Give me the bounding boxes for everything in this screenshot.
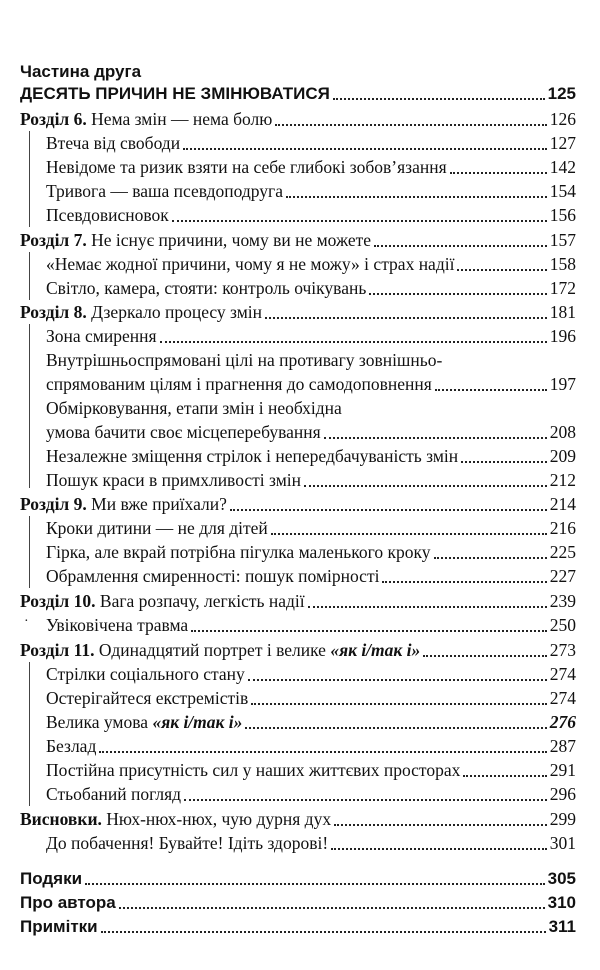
page-number: 291 [549,760,576,780]
section-row [46,781,576,805]
section-title: Постійна присутність сил у наших життєвих просторах [46,760,461,780]
dot-leader [369,293,546,295]
page-number: 225 [549,542,576,562]
chapter-row [20,106,576,130]
chapter-prefix: Розділ 7. [20,230,87,250]
dot-leader [248,679,547,681]
page-number: 197 [549,374,576,394]
section-row [46,178,576,202]
section-title-cont: умова бачити своє місцеперебування [46,422,321,442]
dot-leader [183,148,547,150]
page-number: 305 [547,869,576,888]
dot-leader [271,533,547,535]
section-title: Стьобаний погляд [46,784,182,804]
chapter-divider [29,516,30,588]
section-row [46,154,576,178]
section-row [46,515,576,539]
chapter-title: Вага розпачу, легкість надії [99,591,305,611]
dot-leader [308,606,547,608]
chapter-title: Одинадцятий портрет і велике [98,640,331,660]
section-row [46,830,576,854]
page-number: 157 [549,230,576,250]
section-title: Кроки дитини — не для дітей [46,518,268,538]
dot-leader [230,509,547,511]
page-number: 273 [549,640,576,660]
dot-leader [265,317,547,319]
chapter-title-emphasis: «як і/так і» [330,640,421,660]
section-row-line1 [46,395,576,419]
section-row [46,371,576,395]
section-title: Світло, камера, стояти: контроль очікувань [46,278,367,298]
page-number: 196 [549,326,576,346]
section-title: Гірка, але вкрай потрібна пігулка маленького кроку [46,542,431,562]
chapter-prefix: Розділ 10. [20,591,96,611]
page-number: 126 [549,109,576,129]
chapter-divider [29,324,30,488]
section-title: Внутрішньоспрямовані цілі на противагу зовнішньо- [46,350,443,370]
chapter-title: Нюх-нюх-нюх, чую дурня дух [106,809,332,829]
back-matter-row [20,913,576,937]
part-title-row [20,80,576,104]
section-row [46,733,576,757]
dot-leader [286,196,547,198]
dot-leader [333,98,545,100]
section-row [46,443,576,467]
chapter-divider [29,252,30,300]
back-matter-title: Про автора [20,893,116,912]
dot-leader [423,655,546,657]
chapter-row [20,299,576,323]
section-title: Стрілки соціального стану [46,664,245,684]
section-row [46,563,576,587]
page-number: 299 [549,809,576,829]
section-title: Обмірковування, етапи змін і необхідна [46,398,342,418]
page-number: 274 [549,688,576,708]
chapter-row [20,806,576,830]
page-number: 250 [549,615,576,635]
section-row [46,539,576,563]
chapter-row [20,491,576,515]
section-title: Остерігайтеся екстремістів [46,688,249,708]
page-number: 181 [549,302,576,322]
section-title: Пошук краси в примхливості змін [46,470,302,490]
back-matter-row [20,889,576,913]
chapter-title: Ми вже приїхали? [91,494,227,514]
chapter-title: Дзеркало процесу змін [91,302,263,322]
section-row [46,467,576,491]
dot-leader [160,341,547,343]
section-title: Увіковічена травма [46,615,189,635]
section-title: Втеча від свободи [46,133,181,153]
dot-leader [450,172,547,174]
page-number: 212 [549,470,576,490]
dot-leader [304,485,547,487]
page-number: 301 [549,833,576,853]
section-row [46,709,576,733]
page-number: 216 [549,518,576,538]
page-number: 142 [549,157,576,177]
page-number: 209 [549,446,576,466]
dot-leader [382,581,546,583]
page-number: 156 [549,205,576,225]
dot-leader [461,461,547,463]
dot-leader [275,124,546,126]
page-number: 172 [549,278,576,298]
dot-leader [245,727,546,729]
back-matter-row [20,865,576,889]
chapter-title: Не існує причини, чому ви не можете [91,230,372,250]
dot-leader [172,220,547,222]
section-row [46,419,576,443]
page-number: 214 [549,494,576,514]
chapter-prefix: Розділ 8. [20,302,87,322]
chapter-prefix: Висновки. [20,809,102,829]
section-title: Безлад [46,736,97,756]
chapter-row [20,588,576,612]
margin-mark: · [24,614,29,629]
dot-leader [85,883,545,885]
page-number: 311 [548,917,576,936]
section-row [46,275,576,299]
section-title: До побачення! Бувайте! Ідіть здорові! [46,833,329,853]
page-number: 158 [549,254,576,274]
section-title: Обрамлення смиренності: пошук помірності [46,566,380,586]
chapter-prefix: Розділ 9. [20,494,87,514]
section-title: Псевдовисновок [46,205,169,225]
back-matter-title: Примітки [20,917,98,936]
section-row [46,130,576,154]
section-title: Тривога — ваша псевдоподруга [46,181,283,201]
dot-leader [374,245,547,247]
section-row [46,661,576,685]
dot-leader [324,437,547,439]
section-row [46,202,576,226]
chapter-prefix: Розділ 11. [20,640,95,660]
dot-leader [99,751,546,753]
section-title: Незалежне зміщення стрілок і непередбачуваність змін [46,446,459,466]
section-title-cont: спрямованим цілям і прагнення до самодоповнення [46,374,432,394]
page-number: 296 [549,784,576,804]
section-row-line1 [46,347,576,371]
section-title: Невідоме та ризик взяти на себе глибокі зобов’язання [46,157,447,177]
part-title: ДЕСЯТЬ ПРИЧИН НЕ ЗМІНЮВАТИСЯ [20,84,330,103]
page-number: 125 [547,84,576,103]
dot-leader [119,907,545,909]
dot-leader [184,799,547,801]
page-number: 287 [549,736,576,756]
section-title-emphasis: «як і/так і» [152,712,243,732]
section-row [46,612,576,636]
dot-leader [434,557,547,559]
back-matter-title: Подяки [20,869,83,888]
section-row [46,757,576,781]
page-number: 276 [549,712,576,732]
section-row [46,323,576,347]
section-row [46,685,576,709]
dot-leader [331,848,547,850]
page-number: 127 [549,133,576,153]
part-label: Частина друга [20,62,142,81]
chapter-divider [29,131,30,227]
section-title: «Немає жодної причини, чому я не можу» і страх надії [46,254,455,274]
page-number: 310 [547,893,576,912]
dot-leader [334,824,547,826]
chapter-row [20,637,576,661]
chapter-row [20,227,576,251]
section-title: Зона смирення [46,326,157,346]
page-number: 208 [549,422,576,442]
chapter-prefix: Розділ 6. [20,109,87,129]
page-number: 154 [549,181,576,201]
chapter-title: Нема змін — нема болю [91,109,273,129]
dot-leader [463,775,546,777]
dot-leader [101,931,546,933]
page-number: 239 [549,591,576,611]
dot-leader [191,630,547,632]
section-title: Велика умова [46,712,153,732]
dot-leader [457,269,546,271]
page-number: 274 [549,664,576,684]
dot-leader [435,389,547,391]
page-number: 227 [549,566,576,586]
dot-leader [251,703,547,705]
section-row [46,251,576,275]
chapter-divider [29,662,30,806]
